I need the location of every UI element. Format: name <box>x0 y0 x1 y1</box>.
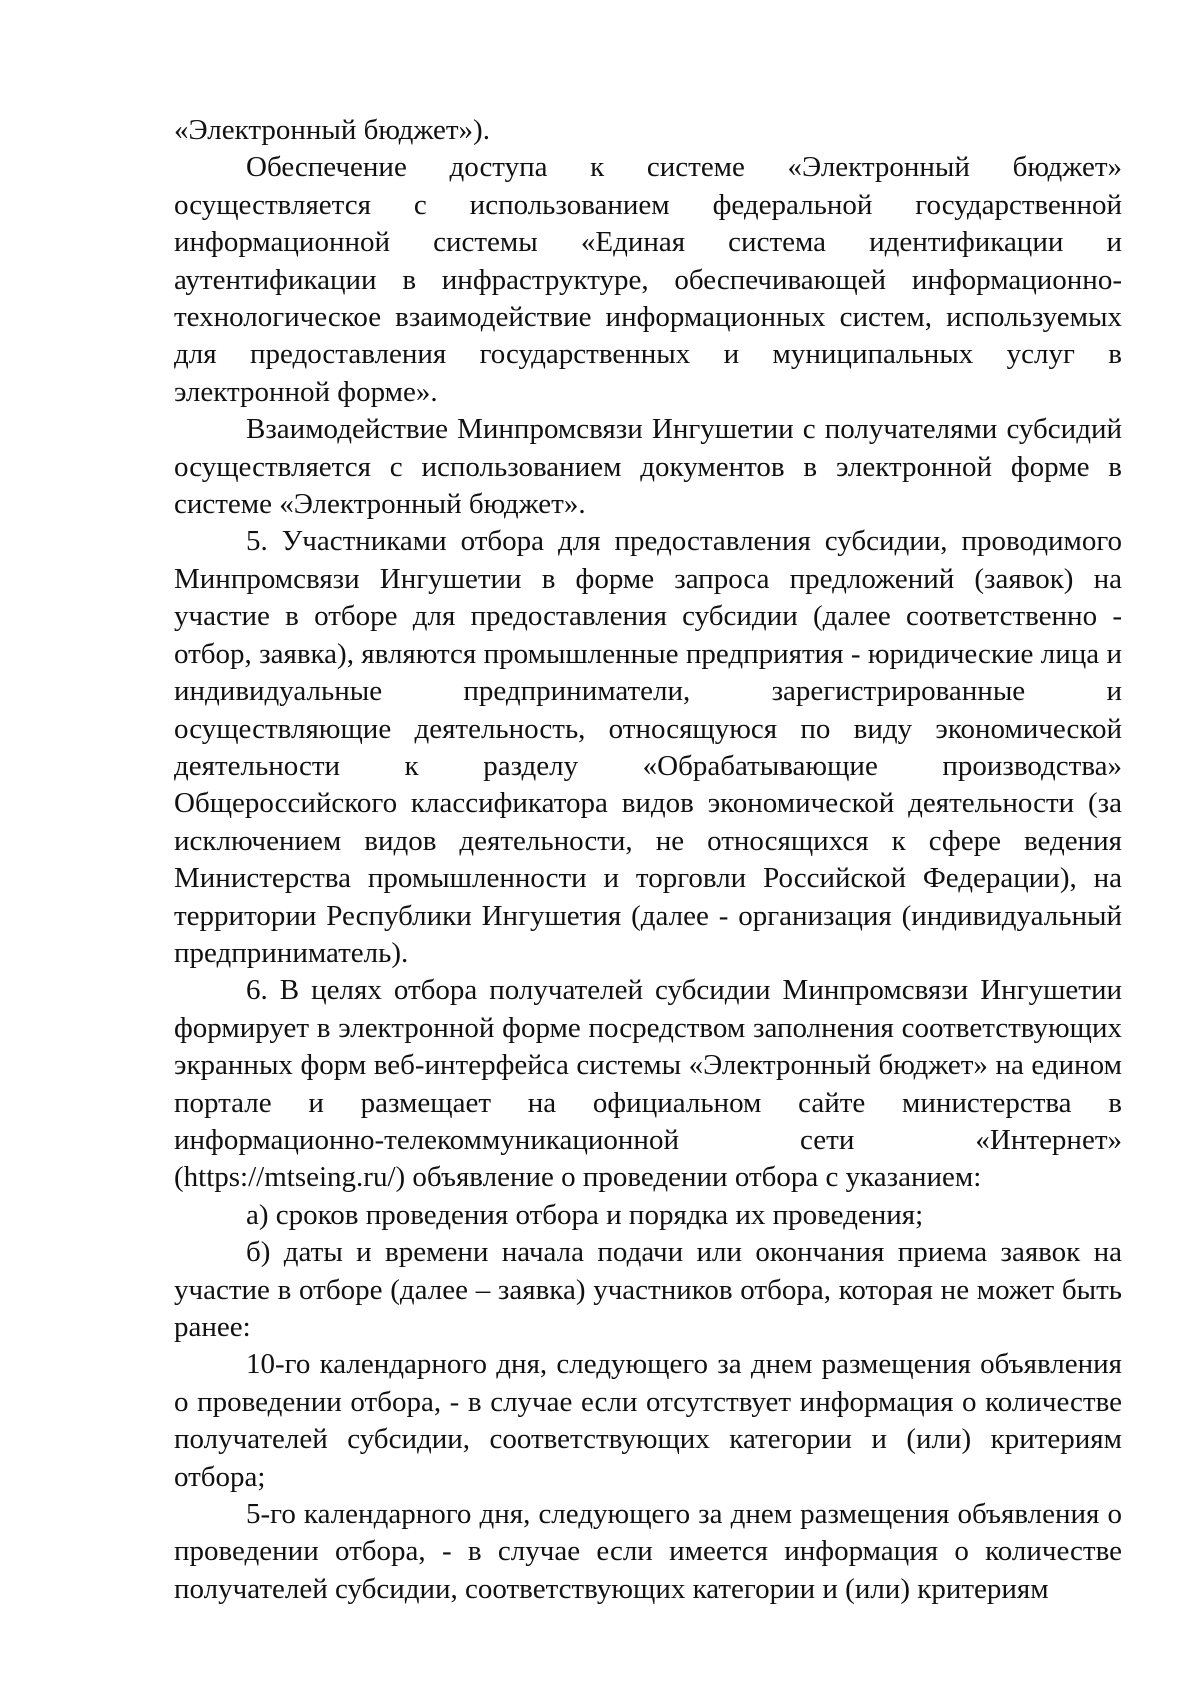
paragraph-item-6-announcement: 6. В целях отбора получателей субсидии Минпромсвязи Ингушетии формирует в электронной форме посредством заполнения соответствующих экранных форм веб-интерфейса системы «Электронный бюджет» на едином портале и размещает на официальном сайте министерства в информационно-телекоммуникационной сети «Интернет» (https://mtseing.ru/) объявление о проведении отбора с указанием: <box>174 974 1122 1194</box>
paragraph-electronic-budget-tail: «Электронный бюджет»). <box>174 114 490 146</box>
paragraph-system-access: Обеспечение доступа к системе «Электронный бюджет» осуществляется с использованием федеральной государственной информационной системы «Единая система идентификации и аутентификации в инфраструктуре, обеспечивающей информационно-технологическое взаимодействие информационных систем, используемых для предоставления государственных и муниципальных услуг в электронной форме». <box>174 151 1122 408</box>
paragraph-item-5-participants: 5. Участниками отбора для предоставления субсидии, проводимого Минпромсвязи Ингушетии в форме запроса предложений (заявок) на участие в отборе для предоставления субсидии (далее соответственно - отбор, заявка), являются промышленные предприятия - юридические лица и индивидуальные предприниматели, зарегистрированные и осуществляющие деятельность, относящуюся по виду экономической деятельности к разделу «Обрабатывающие производства» Общероссийского классификатора видов экономической деятельности (за исключением видов деятельности, не относящихся к сфере ведения Министерства промышленности и торговли Российской Федерации), на территории Республики Ингушетия (далее - организация (индивидуальный предприниматель). <box>174 525 1122 969</box>
paragraph-subitem-a: а) сроков проведения отбора и порядка их проведения; <box>246 1198 924 1231</box>
paragraph-10th-day: 10-го календарного дня, следующего за днем размещения объявления о проведении отбора, - в случае если отсутствует информация о количестве получателей субсидии, соответствующих категории и (или) критериям отбора; <box>174 1348 1122 1493</box>
paragraph-interaction: Взаимодействие Минпромсвязи Ингушетии с получателями субсидий осуществляется с использованием документов в электронной форме в системе «Электронный бюджет». <box>174 413 1122 521</box>
paragraph-5th-day: 5-го календарного дня, следующего за днем размещения объявления о проведении отбора, - в случае если имеется информация о количестве получателей субсидии, соответствующих категории и (или) критериям <box>174 1498 1122 1605</box>
paragraph-subitem-b: б) даты и времени начала подачи или окончания приема заявок на участие в отборе (далее – заявка) участников отбора, которая не может быть ранее: <box>174 1236 1122 1343</box>
document-body <box>174 112 1122 1608</box>
